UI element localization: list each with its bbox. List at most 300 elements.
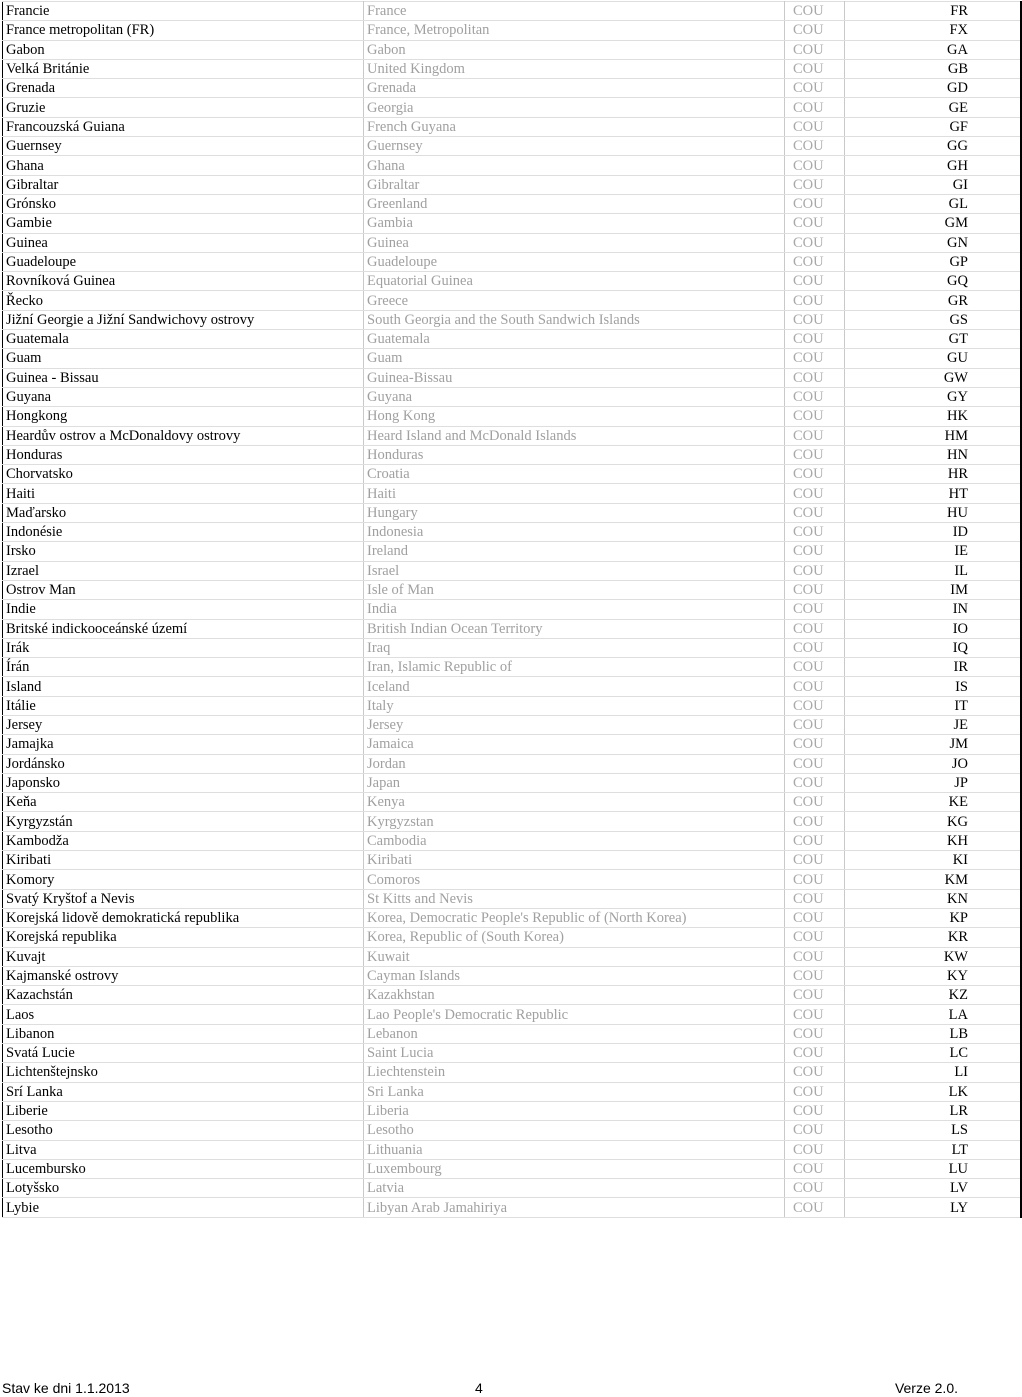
type-cell: COU bbox=[785, 1121, 845, 1140]
english-name-cell: Luxembourg bbox=[364, 1159, 785, 1178]
table-row bbox=[3, 503, 1022, 522]
table-row bbox=[3, 1101, 1022, 1120]
table-row bbox=[3, 349, 1022, 368]
country-code-cell: KN bbox=[845, 889, 1022, 908]
czech-name-cell: Irák bbox=[3, 638, 364, 657]
table-row bbox=[3, 754, 1022, 773]
czech-name-cell: Izrael bbox=[3, 561, 364, 580]
country-code-cell: JP bbox=[845, 773, 1022, 792]
czech-name-cell: Gibraltar bbox=[3, 175, 364, 194]
czech-name-cell: Lotyšsko bbox=[3, 1179, 364, 1198]
table-row bbox=[3, 870, 1022, 889]
czech-name-cell: Britské indickooceánské území bbox=[3, 619, 364, 638]
czech-name-cell: Francouzská Guiana bbox=[3, 117, 364, 136]
country-code-cell: GG bbox=[845, 137, 1022, 156]
table-row bbox=[3, 79, 1022, 98]
table-row bbox=[3, 561, 1022, 580]
table-row bbox=[3, 542, 1022, 561]
country-code-cell: GN bbox=[845, 233, 1022, 252]
czech-name-cell: Libanon bbox=[3, 1024, 364, 1043]
type-cell: COU bbox=[785, 966, 845, 985]
table-row bbox=[3, 1159, 1022, 1178]
english-name-cell: Kyrgyzstan bbox=[364, 812, 785, 831]
czech-name-cell: Honduras bbox=[3, 445, 364, 464]
table-row bbox=[3, 1121, 1022, 1140]
type-cell: COU bbox=[785, 40, 845, 59]
czech-name-cell: Jersey bbox=[3, 715, 364, 734]
country-code-cell: LS bbox=[845, 1121, 1022, 1140]
country-code-cell: LB bbox=[845, 1024, 1022, 1043]
country-code-cell: GP bbox=[845, 252, 1022, 271]
table-row bbox=[3, 252, 1022, 271]
country-code-cell: GS bbox=[845, 310, 1022, 329]
czech-name-cell: Gambie bbox=[3, 214, 364, 233]
type-cell: COU bbox=[785, 1101, 845, 1120]
type-cell: COU bbox=[785, 889, 845, 908]
country-code-cell: HM bbox=[845, 426, 1022, 445]
czech-name-cell: Kajmanské ostrovy bbox=[3, 966, 364, 985]
czech-name-cell: Liberie bbox=[3, 1101, 364, 1120]
type-cell: COU bbox=[785, 137, 845, 156]
country-code-cell: IL bbox=[845, 561, 1022, 580]
type-cell: COU bbox=[785, 156, 845, 175]
table-row bbox=[3, 696, 1022, 715]
table-row bbox=[3, 387, 1022, 406]
english-name-cell: Gambia bbox=[364, 214, 785, 233]
table-row bbox=[3, 986, 1022, 1005]
table-row bbox=[3, 947, 1022, 966]
footer-status-date: Stav ke dni 1.1.2013 bbox=[2, 1380, 130, 1396]
country-code-cell: LT bbox=[845, 1140, 1022, 1159]
english-name-cell: Honduras bbox=[364, 445, 785, 464]
table-row bbox=[3, 117, 1022, 136]
type-cell: COU bbox=[785, 2, 845, 21]
type-cell: COU bbox=[785, 947, 845, 966]
czech-name-cell: Haiti bbox=[3, 484, 364, 503]
table-row bbox=[3, 310, 1022, 329]
english-name-cell: Equatorial Guinea bbox=[364, 272, 785, 291]
english-name-cell: St Kitts and Nevis bbox=[364, 889, 785, 908]
czech-name-cell: Korejská republika bbox=[3, 928, 364, 947]
country-code-cell: LC bbox=[845, 1044, 1022, 1063]
type-cell: COU bbox=[785, 773, 845, 792]
table-row bbox=[3, 407, 1022, 426]
country-code-cell: GF bbox=[845, 117, 1022, 136]
czech-name-cell: Ostrov Man bbox=[3, 580, 364, 599]
czech-name-cell: Litva bbox=[3, 1140, 364, 1159]
country-code-cell: GE bbox=[845, 98, 1022, 117]
type-cell: COU bbox=[785, 831, 845, 850]
country-code-cell: HK bbox=[845, 407, 1022, 426]
type-cell: COU bbox=[785, 368, 845, 387]
type-cell: COU bbox=[785, 484, 845, 503]
english-name-cell: Heard Island and McDonald Islands bbox=[364, 426, 785, 445]
english-name-cell: Italy bbox=[364, 696, 785, 715]
english-name-cell: Saint Lucia bbox=[364, 1044, 785, 1063]
table-row bbox=[3, 928, 1022, 947]
english-name-cell: South Georgia and the South Sandwich Islands bbox=[364, 310, 785, 329]
czech-name-cell: Kuvajt bbox=[3, 947, 364, 966]
type-cell: COU bbox=[785, 580, 845, 599]
country-code-cell: LA bbox=[845, 1005, 1022, 1024]
country-code-cell: HU bbox=[845, 503, 1022, 522]
english-name-cell: Israel bbox=[364, 561, 785, 580]
table-row bbox=[3, 966, 1022, 985]
country-code-cell: GQ bbox=[845, 272, 1022, 291]
table-row bbox=[3, 194, 1022, 213]
czech-name-cell: Řecko bbox=[3, 291, 364, 310]
type-cell: COU bbox=[785, 310, 845, 329]
czech-name-cell: Itálie bbox=[3, 696, 364, 715]
type-cell: COU bbox=[785, 1063, 845, 1082]
czech-name-cell: Ghana bbox=[3, 156, 364, 175]
english-name-cell: Iraq bbox=[364, 638, 785, 657]
czech-name-cell: Grónsko bbox=[3, 194, 364, 213]
country-code-cell: LU bbox=[845, 1159, 1022, 1178]
type-cell: COU bbox=[785, 291, 845, 310]
table-row bbox=[3, 1082, 1022, 1101]
czech-name-cell: Svatá Lucie bbox=[3, 1044, 364, 1063]
table-row bbox=[3, 1024, 1022, 1043]
english-name-cell: Korea, Republic of (South Korea) bbox=[364, 928, 785, 947]
country-code-cell: LI bbox=[845, 1063, 1022, 1082]
english-name-cell: United Kingdom bbox=[364, 59, 785, 78]
country-code-cell: LV bbox=[845, 1179, 1022, 1198]
country-code-cell: KY bbox=[845, 966, 1022, 985]
type-cell: COU bbox=[785, 349, 845, 368]
country-code-cell: GW bbox=[845, 368, 1022, 387]
table-row bbox=[3, 600, 1022, 619]
czech-name-cell: Írán bbox=[3, 658, 364, 677]
english-name-cell: Cayman Islands bbox=[364, 966, 785, 985]
english-name-cell: Guadeloupe bbox=[364, 252, 785, 271]
table-row bbox=[3, 831, 1022, 850]
type-cell: COU bbox=[785, 908, 845, 927]
type-cell: COU bbox=[785, 1179, 845, 1198]
english-name-cell: Haiti bbox=[364, 484, 785, 503]
country-code-cell: IM bbox=[845, 580, 1022, 599]
english-name-cell: Hong Kong bbox=[364, 407, 785, 426]
english-name-cell: Ireland bbox=[364, 542, 785, 561]
footer-page-number: 4 bbox=[475, 1380, 483, 1396]
country-code-cell: IS bbox=[845, 677, 1022, 696]
type-cell: COU bbox=[785, 426, 845, 445]
type-cell: COU bbox=[785, 1082, 845, 1101]
table-row bbox=[3, 715, 1022, 734]
country-code-cell: GY bbox=[845, 387, 1022, 406]
czech-name-cell: Kambodža bbox=[3, 831, 364, 850]
footer-version: Verze 2.0. bbox=[894, 1380, 958, 1396]
czech-name-cell: Svatý Kryštof a Nevis bbox=[3, 889, 364, 908]
english-name-cell: Latvia bbox=[364, 1179, 785, 1198]
type-cell: COU bbox=[785, 503, 845, 522]
english-name-cell: Liberia bbox=[364, 1101, 785, 1120]
table-row bbox=[3, 1140, 1022, 1159]
english-name-cell: India bbox=[364, 600, 785, 619]
table-row bbox=[3, 233, 1022, 252]
country-code-cell: KG bbox=[845, 812, 1022, 831]
type-cell: COU bbox=[785, 851, 845, 870]
czech-name-cell: Srí Lanka bbox=[3, 1082, 364, 1101]
czech-name-cell: Maďarsko bbox=[3, 503, 364, 522]
country-code-cell: GA bbox=[845, 40, 1022, 59]
type-cell: COU bbox=[785, 445, 845, 464]
type-cell: COU bbox=[785, 754, 845, 773]
english-name-cell: Guinea-Bissau bbox=[364, 368, 785, 387]
czech-name-cell: Lichtenštejnsko bbox=[3, 1063, 364, 1082]
english-name-cell: France, Metropolitan bbox=[364, 21, 785, 40]
country-code-cell: KW bbox=[845, 947, 1022, 966]
country-code-cell: GR bbox=[845, 291, 1022, 310]
country-code-cell: KZ bbox=[845, 986, 1022, 1005]
czech-name-cell: Guyana bbox=[3, 387, 364, 406]
czech-name-cell: Chorvatsko bbox=[3, 465, 364, 484]
country-code-cell: IN bbox=[845, 600, 1022, 619]
english-name-cell: Isle of Man bbox=[364, 580, 785, 599]
type-cell: COU bbox=[785, 194, 845, 213]
table-row bbox=[3, 426, 1022, 445]
table-body bbox=[3, 2, 1022, 1218]
country-code-cell: GT bbox=[845, 330, 1022, 349]
czech-name-cell: Jamajka bbox=[3, 735, 364, 754]
english-name-cell: Iran, Islamic Republic of bbox=[364, 658, 785, 677]
english-name-cell: Kiribati bbox=[364, 851, 785, 870]
type-cell: COU bbox=[785, 561, 845, 580]
country-code-cell: LR bbox=[845, 1101, 1022, 1120]
czech-name-cell: Irsko bbox=[3, 542, 364, 561]
english-name-cell: Guam bbox=[364, 349, 785, 368]
table-row bbox=[3, 658, 1022, 677]
english-name-cell: Korea, Democratic People's Republic of (North Korea) bbox=[364, 908, 785, 927]
country-code-cell: KI bbox=[845, 851, 1022, 870]
english-name-cell: Ghana bbox=[364, 156, 785, 175]
table-row bbox=[3, 330, 1022, 349]
english-name-cell: French Guyana bbox=[364, 117, 785, 136]
type-cell: COU bbox=[785, 638, 845, 657]
table-row bbox=[3, 1005, 1022, 1024]
country-code-cell: KH bbox=[845, 831, 1022, 850]
english-name-cell: Lao People's Democratic Republic bbox=[364, 1005, 785, 1024]
type-cell: COU bbox=[785, 330, 845, 349]
country-code-cell: IT bbox=[845, 696, 1022, 715]
country-code-cell: IQ bbox=[845, 638, 1022, 657]
type-cell: COU bbox=[785, 812, 845, 831]
country-code-cell: KM bbox=[845, 870, 1022, 889]
country-code-cell: GU bbox=[845, 349, 1022, 368]
country-code-cell: FX bbox=[845, 21, 1022, 40]
english-name-cell: Hungary bbox=[364, 503, 785, 522]
country-code-cell: LK bbox=[845, 1082, 1022, 1101]
type-cell: COU bbox=[785, 59, 845, 78]
type-cell: COU bbox=[785, 715, 845, 734]
table-row bbox=[3, 773, 1022, 792]
table-row bbox=[3, 291, 1022, 310]
english-name-cell: Kuwait bbox=[364, 947, 785, 966]
czech-name-cell: Gruzie bbox=[3, 98, 364, 117]
table-row bbox=[3, 368, 1022, 387]
type-cell: COU bbox=[785, 98, 845, 117]
english-name-cell: Jordan bbox=[364, 754, 785, 773]
table-row bbox=[3, 156, 1022, 175]
country-code-cell: HR bbox=[845, 465, 1022, 484]
country-code-cell: LY bbox=[845, 1198, 1022, 1217]
czech-name-cell: Gabon bbox=[3, 40, 364, 59]
czech-name-cell: Lybie bbox=[3, 1198, 364, 1217]
type-cell: COU bbox=[785, 793, 845, 812]
table-row bbox=[3, 272, 1022, 291]
type-cell: COU bbox=[785, 233, 845, 252]
page-footer bbox=[0, 1380, 960, 1397]
table-row bbox=[3, 137, 1022, 156]
country-code-table bbox=[2, 1, 1022, 1218]
english-name-cell: Lebanon bbox=[364, 1024, 785, 1043]
table-row bbox=[3, 1044, 1022, 1063]
country-code-cell: JM bbox=[845, 735, 1022, 754]
country-code-cell: GD bbox=[845, 79, 1022, 98]
type-cell: COU bbox=[785, 175, 845, 194]
country-code-cell: KR bbox=[845, 928, 1022, 947]
czech-name-cell: Lesotho bbox=[3, 1121, 364, 1140]
table-row bbox=[3, 1179, 1022, 1198]
czech-name-cell: Guinea - Bissau bbox=[3, 368, 364, 387]
english-name-cell: Georgia bbox=[364, 98, 785, 117]
czech-name-cell: Heardův ostrov a McDonaldovy ostrovy bbox=[3, 426, 364, 445]
table-row bbox=[3, 889, 1022, 908]
english-name-cell: Guernsey bbox=[364, 137, 785, 156]
english-name-cell: Croatia bbox=[364, 465, 785, 484]
table-row bbox=[3, 580, 1022, 599]
country-code-cell: GL bbox=[845, 194, 1022, 213]
english-name-cell: France bbox=[364, 2, 785, 21]
english-name-cell: Greece bbox=[364, 291, 785, 310]
type-cell: COU bbox=[785, 986, 845, 1005]
table-row bbox=[3, 59, 1022, 78]
country-code-cell: HT bbox=[845, 484, 1022, 503]
table-row bbox=[3, 677, 1022, 696]
english-name-cell: Gibraltar bbox=[364, 175, 785, 194]
english-name-cell: Lithuania bbox=[364, 1140, 785, 1159]
table-row bbox=[3, 851, 1022, 870]
english-name-cell: Indonesia bbox=[364, 523, 785, 542]
czech-name-cell: Komory bbox=[3, 870, 364, 889]
type-cell: COU bbox=[785, 735, 845, 754]
english-name-cell: Kenya bbox=[364, 793, 785, 812]
czech-name-cell: Japonsko bbox=[3, 773, 364, 792]
english-name-cell: Guyana bbox=[364, 387, 785, 406]
czech-name-cell: Hongkong bbox=[3, 407, 364, 426]
country-code-cell: GI bbox=[845, 175, 1022, 194]
type-cell: COU bbox=[785, 658, 845, 677]
table-row bbox=[3, 98, 1022, 117]
table-row bbox=[3, 214, 1022, 233]
czech-name-cell: Island bbox=[3, 677, 364, 696]
country-code-cell: IO bbox=[845, 619, 1022, 638]
type-cell: COU bbox=[785, 1044, 845, 1063]
czech-name-cell: Guadeloupe bbox=[3, 252, 364, 271]
table-row bbox=[3, 445, 1022, 464]
czech-name-cell: Korejská lidově demokratická republika bbox=[3, 908, 364, 927]
czech-name-cell: Francie bbox=[3, 2, 364, 21]
english-name-cell: Greenland bbox=[364, 194, 785, 213]
type-cell: COU bbox=[785, 117, 845, 136]
czech-name-cell: Kiribati bbox=[3, 851, 364, 870]
type-cell: COU bbox=[785, 465, 845, 484]
english-name-cell: Gabon bbox=[364, 40, 785, 59]
english-name-cell: Guinea bbox=[364, 233, 785, 252]
country-code-cell: IR bbox=[845, 658, 1022, 677]
czech-name-cell: Jižní Georgie a Jižní Sandwichovy ostrovy bbox=[3, 310, 364, 329]
table-row bbox=[3, 2, 1022, 21]
english-name-cell: Liechtenstein bbox=[364, 1063, 785, 1082]
type-cell: COU bbox=[785, 677, 845, 696]
type-cell: COU bbox=[785, 214, 845, 233]
type-cell: COU bbox=[785, 1198, 845, 1217]
czech-name-cell: Keňa bbox=[3, 793, 364, 812]
type-cell: COU bbox=[785, 407, 845, 426]
czech-name-cell: Guinea bbox=[3, 233, 364, 252]
czech-name-cell: Guatemala bbox=[3, 330, 364, 349]
table-row bbox=[3, 465, 1022, 484]
english-name-cell: Kazakhstan bbox=[364, 986, 785, 1005]
type-cell: COU bbox=[785, 600, 845, 619]
table-row bbox=[3, 638, 1022, 657]
czech-name-cell: France metropolitan (FR) bbox=[3, 21, 364, 40]
type-cell: COU bbox=[785, 928, 845, 947]
type-cell: COU bbox=[785, 1005, 845, 1024]
country-code-cell: GH bbox=[845, 156, 1022, 175]
czech-name-cell: Kyrgyzstán bbox=[3, 812, 364, 831]
czech-name-cell: Indie bbox=[3, 600, 364, 619]
table-row bbox=[3, 40, 1022, 59]
table-row bbox=[3, 908, 1022, 927]
table-row bbox=[3, 523, 1022, 542]
czech-name-cell: Kazachstán bbox=[3, 986, 364, 1005]
table-row bbox=[3, 484, 1022, 503]
czech-name-cell: Laos bbox=[3, 1005, 364, 1024]
country-code-cell: ID bbox=[845, 523, 1022, 542]
type-cell: COU bbox=[785, 1159, 845, 1178]
table-row bbox=[3, 175, 1022, 194]
czech-name-cell: Indonésie bbox=[3, 523, 364, 542]
country-code-cell: JO bbox=[845, 754, 1022, 773]
type-cell: COU bbox=[785, 523, 845, 542]
table-row bbox=[3, 1063, 1022, 1082]
table-row bbox=[3, 1198, 1022, 1217]
czech-name-cell: Jordánsko bbox=[3, 754, 364, 773]
country-code-cell: KE bbox=[845, 793, 1022, 812]
english-name-cell: Grenada bbox=[364, 79, 785, 98]
type-cell: COU bbox=[785, 252, 845, 271]
country-code-cell: JE bbox=[845, 715, 1022, 734]
czech-name-cell: Guernsey bbox=[3, 137, 364, 156]
type-cell: COU bbox=[785, 1140, 845, 1159]
czech-name-cell: Rovníková Guinea bbox=[3, 272, 364, 291]
country-code-cell: KP bbox=[845, 908, 1022, 927]
type-cell: COU bbox=[785, 387, 845, 406]
english-name-cell: Jersey bbox=[364, 715, 785, 734]
english-name-cell: Jamaica bbox=[364, 735, 785, 754]
table-row bbox=[3, 619, 1022, 638]
czech-name-cell: Grenada bbox=[3, 79, 364, 98]
country-code-cell: GM bbox=[845, 214, 1022, 233]
table-row bbox=[3, 735, 1022, 754]
czech-name-cell: Guam bbox=[3, 349, 364, 368]
english-name-cell: Iceland bbox=[364, 677, 785, 696]
type-cell: COU bbox=[785, 619, 845, 638]
type-cell: COU bbox=[785, 79, 845, 98]
table-row bbox=[3, 21, 1022, 40]
english-name-cell: Lesotho bbox=[364, 1121, 785, 1140]
